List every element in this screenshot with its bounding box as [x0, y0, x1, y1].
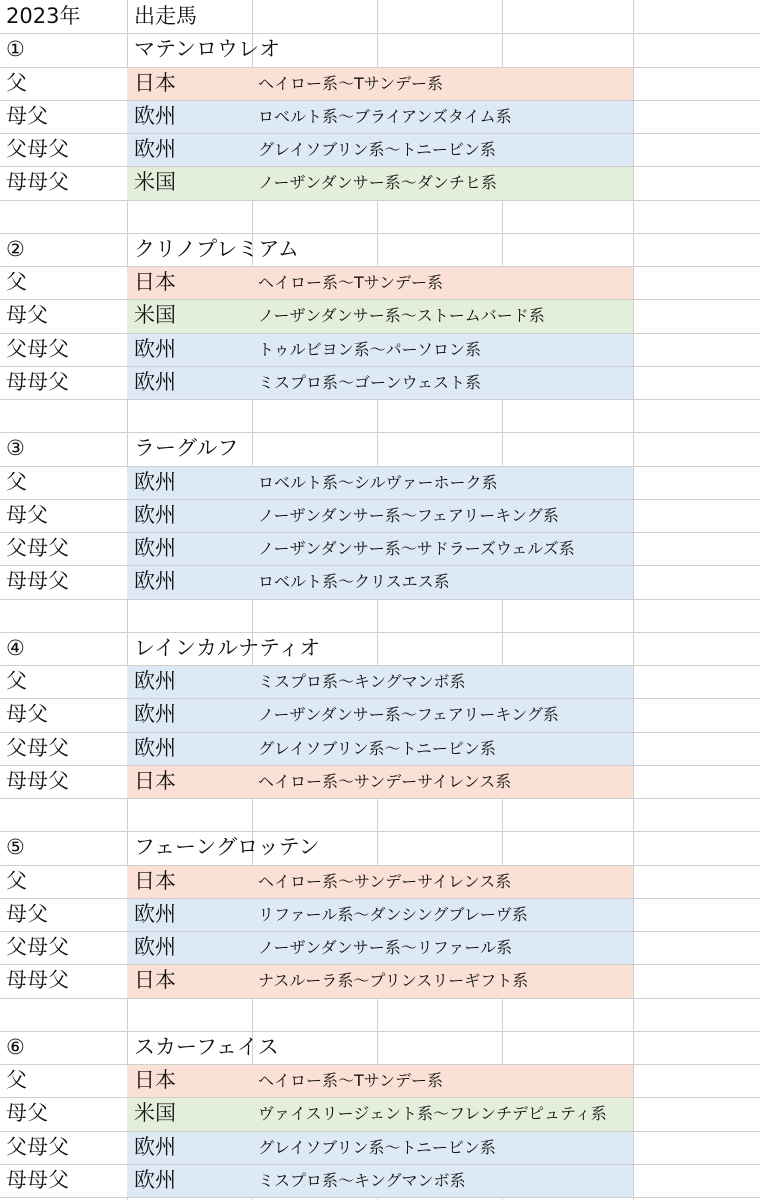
horse-name-cell[interactable]: マテンロウレオ: [134, 37, 280, 61]
region-cell[interactable]: 日本: [134, 71, 176, 95]
grid-row-line: [0, 432, 760, 433]
horse-number-cell[interactable]: ②: [6, 237, 25, 261]
sire-line-cell[interactable]: リファール系～ダンシングブレーヴ系: [258, 905, 528, 924]
header-year-cell[interactable]: 2023年: [6, 4, 81, 28]
sire-line-cell[interactable]: ノーザンダンサー系～ダンチヒ系: [258, 173, 497, 192]
grid-row-line: [0, 33, 760, 34]
sire-line-cell[interactable]: ノーザンダンサー系～サドラーズウェルズ系: [258, 539, 575, 558]
sire-line-cell[interactable]: ヴァイスリージェント系～フレンチデピュティ系: [258, 1104, 607, 1123]
horse-name-cell[interactable]: クリノプレミアム: [134, 237, 299, 261]
grid-row-line: [0, 1197, 760, 1198]
sire-line-cell[interactable]: ミスプロ系～ゴーンウェスト系: [258, 373, 482, 392]
sire-line-cell[interactable]: ロベルト系～シルヴァーホーク系: [258, 473, 498, 492]
pedigree-role-cell[interactable]: 父: [6, 71, 27, 95]
sire-line-cell[interactable]: ヘイロー系～Tサンデー系: [258, 273, 443, 292]
pedigree-role-cell[interactable]: 母父: [6, 902, 48, 926]
region-cell[interactable]: 日本: [134, 968, 176, 992]
grid-row-line: [0, 1031, 760, 1032]
region-cell[interactable]: 欧州: [134, 669, 176, 693]
region-cell[interactable]: 日本: [134, 270, 176, 294]
sire-line-cell[interactable]: ヘイロー系～サンデーサイレンス系: [258, 772, 512, 791]
pedigree-role-cell[interactable]: 父母父: [6, 1135, 69, 1159]
horse-name-cell[interactable]: フェーングロッテン: [134, 835, 320, 859]
sire-line-cell[interactable]: ミスプロ系～キングマンボ系: [258, 672, 466, 691]
grid-row-line: [0, 831, 760, 832]
pedigree-role-cell[interactable]: 父母父: [6, 736, 69, 760]
pedigree-role-cell[interactable]: 母父: [6, 104, 48, 128]
region-cell[interactable]: 欧州: [134, 1168, 176, 1192]
pedigree-role-cell[interactable]: 父: [6, 1068, 27, 1092]
sire-line-cell[interactable]: ヘイロー系～サンデーサイレンス系: [258, 872, 512, 891]
horse-number-cell[interactable]: ⑥: [6, 1035, 25, 1059]
region-cell[interactable]: 欧州: [134, 137, 176, 161]
sire-line-cell[interactable]: ミスプロ系～キングマンボ系: [258, 1171, 466, 1190]
region-cell[interactable]: 欧州: [134, 1135, 176, 1159]
pedigree-role-cell[interactable]: 母父: [6, 303, 48, 327]
region-cell[interactable]: 欧州: [134, 736, 176, 760]
horse-number-cell[interactable]: ①: [6, 37, 25, 61]
header-horses-cell[interactable]: 出走馬: [134, 4, 197, 28]
pedigree-role-cell[interactable]: 父: [6, 270, 27, 294]
region-cell[interactable]: 欧州: [134, 702, 176, 726]
sire-line-cell[interactable]: ロベルト系～ブライアンズタイム系: [258, 107, 512, 126]
pedigree-role-cell[interactable]: 母父: [6, 1101, 48, 1125]
pedigree-role-cell[interactable]: 母母父: [6, 769, 69, 793]
horse-name-cell[interactable]: スカーフェイス: [134, 1035, 279, 1059]
sire-line-cell[interactable]: グレイソブリン系～トニービン系: [258, 1138, 496, 1157]
grid-row-line: [0, 599, 760, 600]
pedigree-role-cell[interactable]: 父母父: [6, 337, 69, 361]
sire-line-cell[interactable]: ナスルーラ系～プリンスリーギフト系: [258, 971, 529, 990]
region-cell[interactable]: 日本: [134, 1068, 176, 1092]
grid-row-line: [0, 233, 760, 234]
pedigree-role-cell[interactable]: 母母父: [6, 370, 69, 394]
pedigree-role-cell[interactable]: 父: [6, 470, 27, 494]
horse-number-cell[interactable]: ④: [6, 636, 25, 660]
region-cell[interactable]: 米国: [134, 303, 176, 327]
pedigree-role-cell[interactable]: 母母父: [6, 569, 69, 593]
sire-line-cell[interactable]: グレイソブリン系～トニービン系: [258, 739, 496, 758]
pedigree-role-cell[interactable]: 父: [6, 869, 27, 893]
pedigree-role-cell[interactable]: 父: [6, 669, 27, 693]
grid-row-line: [0, 632, 760, 633]
pedigree-role-cell[interactable]: 父母父: [6, 536, 69, 560]
sire-line-cell[interactable]: ノーザンダンサー系～フェアリーキング系: [258, 705, 559, 724]
region-cell[interactable]: 欧州: [134, 104, 176, 128]
sire-line-cell[interactable]: ヘイロー系～Tサンデー系: [258, 74, 443, 93]
pedigree-role-cell[interactable]: 母父: [6, 503, 48, 527]
pedigree-role-cell[interactable]: 母母父: [6, 170, 69, 194]
horse-name-cell[interactable]: ラーグルフ: [134, 436, 239, 460]
pedigree-role-cell[interactable]: 母母父: [6, 968, 69, 992]
grid-row-line: [0, 998, 760, 999]
horse-number-cell[interactable]: ③: [6, 436, 25, 460]
grid-row-line: [0, 798, 760, 799]
grid-column-line: [633, 0, 634, 1200]
pedigree-role-cell[interactable]: 父母父: [6, 935, 69, 959]
region-cell[interactable]: 米国: [134, 170, 176, 194]
grid-row-line: [0, 200, 760, 201]
region-cell[interactable]: 米国: [134, 1101, 176, 1125]
region-cell[interactable]: 日本: [134, 869, 176, 893]
pedigree-role-cell[interactable]: 母父: [6, 702, 48, 726]
sire-line-cell[interactable]: ロベルト系～クリスエス系: [258, 572, 450, 591]
pedigree-role-cell[interactable]: 父母父: [6, 137, 69, 161]
region-cell[interactable]: 欧州: [134, 337, 176, 361]
region-cell[interactable]: 日本: [134, 769, 176, 793]
region-cell[interactable]: 欧州: [134, 503, 176, 527]
horse-number-cell[interactable]: ⑤: [6, 835, 25, 859]
sire-line-cell[interactable]: グレイソブリン系～トニービン系: [258, 140, 496, 159]
sire-line-cell[interactable]: ノーザンダンサー系～ストームバード系: [258, 306, 545, 325]
region-cell[interactable]: 欧州: [134, 902, 176, 926]
grid-row-line: [0, 399, 760, 400]
region-cell[interactable]: 欧州: [134, 470, 176, 494]
region-cell[interactable]: 欧州: [134, 935, 176, 959]
sire-line-cell[interactable]: トゥルビヨン系～パーソロン系: [258, 340, 481, 359]
pedigree-role-cell[interactable]: 母母父: [6, 1168, 69, 1192]
horse-name-cell[interactable]: レインカルナティオ: [134, 636, 321, 660]
region-cell[interactable]: 欧州: [134, 536, 176, 560]
region-cell[interactable]: 欧州: [134, 370, 176, 394]
region-cell[interactable]: 欧州: [134, 569, 176, 593]
sire-line-cell[interactable]: ノーザンダンサー系～リファール系: [258, 938, 513, 957]
sire-line-cell[interactable]: ノーザンダンサー系～フェアリーキング系: [258, 506, 559, 525]
sire-line-cell[interactable]: ヘイロー系～Tサンデー系: [258, 1071, 443, 1090]
